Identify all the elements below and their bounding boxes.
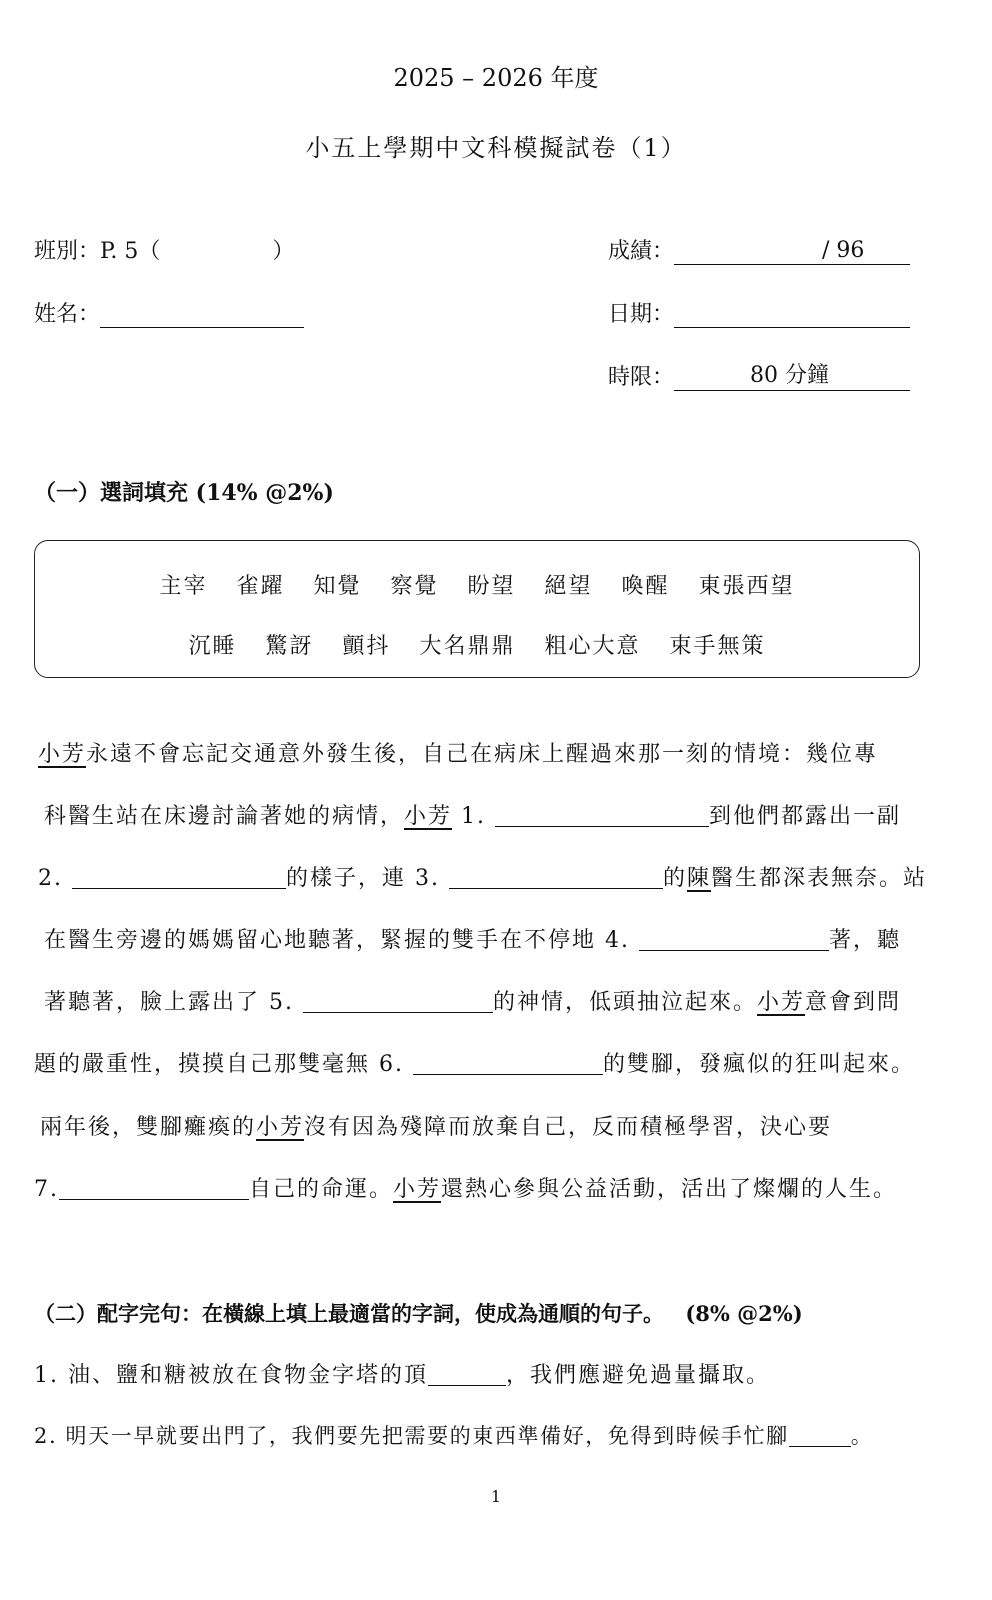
time-value: 80 分鐘 bbox=[750, 363, 830, 388]
blank-1[interactable] bbox=[495, 802, 709, 827]
passage-text: 到他們都露出一副 bbox=[709, 804, 902, 829]
word-item: 主宰 bbox=[159, 574, 208, 599]
passage-line-3 bbox=[38, 861, 928, 892]
blank-4[interactable] bbox=[639, 926, 829, 951]
name-xiaofang: 小芳 bbox=[393, 1177, 442, 1202]
question-1 bbox=[34, 1358, 770, 1389]
passage-text: 著聽著，臉上露出了 5. bbox=[44, 990, 303, 1015]
passage-text: 的 bbox=[662, 866, 687, 891]
class-close: ） bbox=[272, 239, 295, 264]
name-label: 姓名： bbox=[34, 302, 101, 327]
time-field bbox=[608, 360, 910, 391]
word-item: 沉睡 bbox=[188, 634, 237, 659]
passage-line-7 bbox=[40, 1110, 922, 1141]
passage-line-8 bbox=[34, 1172, 916, 1203]
name-field bbox=[34, 297, 304, 328]
q2-blank[interactable] bbox=[789, 1422, 851, 1447]
section2-score: (8% @2%) bbox=[685, 1301, 803, 1326]
score-label: 成績： bbox=[608, 239, 675, 264]
passage-text: 兩年後，雙腳癱瘓的 bbox=[40, 1115, 257, 1140]
name-xiaofang: 小芳 bbox=[757, 990, 806, 1015]
passage-text: 的神情，低頭抽泣起來。 bbox=[492, 990, 757, 1015]
word-bank-row-1 bbox=[35, 569, 919, 600]
question-2 bbox=[34, 1420, 873, 1450]
word-item: 喚醒 bbox=[621, 574, 670, 599]
passage-text: 著，聽 bbox=[828, 928, 901, 953]
section1-title: （一）選詞填充 (14% @2%) bbox=[34, 480, 334, 506]
section2-title: （二）配字完句：在橫線上填上最適當的字詞，使成為通順的句子。 bbox=[34, 1301, 664, 1326]
word-item: 束手無策 bbox=[669, 634, 766, 659]
page-number: 1 bbox=[490, 1487, 502, 1506]
passage-text: 題的嚴重性，摸摸自己那雙毫無 6. bbox=[34, 1052, 413, 1077]
score-field bbox=[608, 234, 910, 265]
blank-5[interactable] bbox=[303, 988, 493, 1013]
section2-header bbox=[34, 1298, 803, 1328]
passage-text: 在醫生旁邊的媽媽留心地聽著，緊握的雙手在不停地 4. bbox=[44, 928, 639, 953]
passage-text: 沒有因為殘障而放棄自己，反而積極學習，決心要 bbox=[304, 1115, 833, 1140]
score-total: / 96 bbox=[822, 238, 865, 263]
passage-text: 自己的命運。 bbox=[249, 1177, 394, 1202]
passage-line-5 bbox=[44, 985, 926, 1016]
passage-text: 還熱心參與公益活動，活出了燦爛的人生。 bbox=[441, 1177, 898, 1202]
passage-line-4 bbox=[44, 923, 926, 954]
question-text: 1. 油、鹽和糖被放在食物金字塔的頂 bbox=[34, 1363, 428, 1388]
word-item: 驚訝 bbox=[265, 634, 314, 659]
time-line bbox=[674, 364, 910, 391]
name-chen: 陳 bbox=[686, 866, 711, 891]
score-line bbox=[674, 238, 910, 265]
passage-text: 的雙腳，發瘋似的狂叫起來。 bbox=[602, 1052, 915, 1077]
name-xiaofang: 小芳 bbox=[38, 742, 87, 767]
word-item: 東張西望 bbox=[698, 574, 795, 599]
time-label: 時限： bbox=[608, 365, 675, 390]
question-text: ，我們應避免過量攝取。 bbox=[506, 1363, 771, 1388]
blank-number: 7. bbox=[34, 1177, 59, 1202]
name-xiaofang: 小芳 bbox=[256, 1115, 305, 1140]
word-bank-row-2 bbox=[35, 629, 919, 660]
word-item: 大名鼎鼎 bbox=[419, 634, 516, 659]
blank-7[interactable] bbox=[59, 1175, 249, 1200]
class-label: 班別：P. 5（ bbox=[34, 239, 161, 264]
word-item: 盼望 bbox=[467, 574, 516, 599]
passage-line-1 bbox=[38, 737, 920, 768]
blank-6[interactable] bbox=[413, 1050, 603, 1075]
blank-2[interactable] bbox=[72, 864, 286, 889]
word-item: 顫抖 bbox=[342, 634, 391, 659]
word-item: 雀躍 bbox=[236, 574, 285, 599]
passage-text: 醫生都深表無奈。站 bbox=[711, 866, 928, 891]
word-item: 察覺 bbox=[390, 574, 439, 599]
name-line bbox=[100, 301, 304, 328]
passage-text: 意會到問 bbox=[805, 990, 902, 1015]
exam-title: 小五上學期中文科模擬試卷（1） bbox=[305, 134, 687, 162]
date-label: 日期： bbox=[608, 302, 675, 327]
school-year: 2025 – 2026 年度 bbox=[393, 64, 599, 92]
blank-number: 2. bbox=[38, 866, 72, 891]
question-text: 。 bbox=[850, 1424, 874, 1448]
date-field bbox=[608, 297, 910, 328]
blank-number: 1. bbox=[452, 804, 496, 829]
question-text: 2. 明天一早就要出門了，我們要先把需要的東西準備好，免得到時候手忙腳 bbox=[34, 1424, 789, 1448]
word-bank bbox=[34, 540, 920, 678]
name-xiaofang: 小芳 bbox=[404, 804, 453, 829]
passage-line-6 bbox=[34, 1047, 916, 1078]
word-item: 粗心大意 bbox=[544, 634, 641, 659]
passage-text: 的樣子，連 3. bbox=[285, 866, 449, 891]
passage-text: 科醫生站在床邊討論著她的病情， bbox=[44, 804, 405, 829]
word-item: 絕望 bbox=[544, 574, 593, 599]
class-field bbox=[34, 234, 294, 265]
word-item: 知覺 bbox=[313, 574, 362, 599]
q1-blank[interactable] bbox=[428, 1361, 506, 1386]
blank-3[interactable] bbox=[449, 864, 663, 889]
date-line bbox=[674, 301, 910, 328]
passage-line-2 bbox=[44, 799, 926, 830]
passage-text: 永遠不會忘記交通意外發生後，自己在病床上醒過來那一刻的情境：幾位專 bbox=[86, 742, 879, 767]
